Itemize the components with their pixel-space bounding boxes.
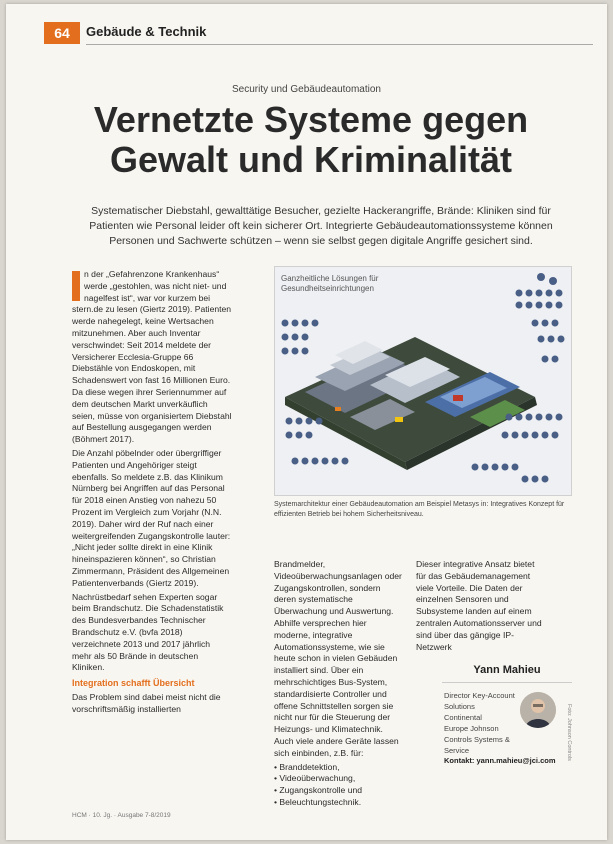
contact-email[interactable]: yann.mahieu@jci.com (476, 756, 556, 765)
text-column-3 (416, 559, 546, 655)
author-role: Continental (444, 713, 482, 722)
figure-title-line-1: Ganzheitliche Lösungen für (281, 274, 379, 283)
paragraph: Die Anzahl pöbelnder oder übergriffiger Patienten und Angehöriger steigt ebenfalls. So meldete z.B. das Klinikum Nürnberg bei Angriffen auf das Personal für 2018 einen Anstieg von nahezu 50 Prozent im Vergleich zum Vorjahr (N.N. 2019). Daher wird der Ruf nach einer weitergreifenden Zugangskontrolle lauter: „Nicht jeder sollte direkt in eine Klinik hineinspazieren können“, so Christian Zimmermann, Präsident des Allgemeinen Patientenverbands (Giertz 2019). (72, 447, 231, 588)
article-title (46, 100, 576, 180)
bullet-item: • Branddetektion, (274, 762, 402, 774)
author-name: Yann Mahieu (473, 664, 541, 676)
page-footer: HCM · 10. Jg. · Ausgabe 7-8/2019 (72, 812, 171, 819)
bullet-item: • Videoüberwachung, (274, 773, 402, 785)
bullet-item: • Zugangskontrolle und (274, 785, 402, 797)
contact-label: Kontakt: (444, 756, 475, 765)
section-title: Gebäude & Technik (86, 24, 207, 39)
article-lead: Systematischer Diebstahl, gewalttätige Besucher, gezielte Hackerangriffe, Brände: Kliniken sind für Patienten wie Personal leider oft kein sicherer Ort. Integrierte Gebäudeautomationssysteme können Personen und Sachwerte schützen – wenn sie selbst gegen digitale Angriffe gesichert sind. (89, 205, 553, 247)
paragraph: Dieser integrative Ansatz bietet für das Gebäudemanagement viele Vorteile. Die Daten der einzelnen Sensoren und Subsysteme landen auf einem zentralen Automationsserver und sind über das gängige IP-Netzwerk (416, 559, 542, 652)
paragraph (72, 269, 232, 446)
page-number: 64 (44, 22, 80, 44)
text-column-2 (274, 559, 402, 809)
subheading: Integration schafft Übersicht (72, 678, 195, 689)
isometric-building-illustration (275, 267, 571, 495)
dropcap-bar (72, 271, 80, 301)
page-header (6, 20, 607, 46)
author-divider (442, 682, 572, 683)
author-role: Director Key-Account Solutions (444, 691, 515, 711)
figure-caption: Systemarchitektur einer Gebäudeautomation am Beispiel Metasys in: Integratives Konzept für effizienten Betrieb bei hohem Sicherheitsniveau. (274, 501, 565, 518)
bullet-list (274, 762, 402, 809)
title-line-1: Vernetzte Systeme gegen (93, 99, 529, 140)
author-contact (444, 756, 584, 765)
author-role: Europe Johnson (444, 724, 499, 733)
paragraph: Nachrüstbedarf sehen Experten sogar beim Brandschutz. Die Schadenstatistik des Bundesverbandes Technischer Brandschutz e.V. (bvfa 2018) verzeichnete 2013 und 2017 jährlich mehr als 50 Brände in deutschen Kliniken. (72, 591, 224, 673)
article-kicker: Security und Gebäudeautomation (232, 84, 381, 95)
author-photo (520, 692, 556, 728)
paragraph-text: n der „Gefahrenzone Krankenhaus“ werde „gestohlen, was nicht niet- und nagelfest ist“, war vor kurzem bei stern.de zu lesen (Giertz 2019). Patienten werde nahegelegt, keine Wertsachen mitzunehmen. Aber auch Inventar verschwindet: Seit 2014 meldete der Versicherer Ecclesia-Gruppe 66 Diebstähle von Endoskopen, mit Schadenswert von fast 16 Millionen Euro. Da diese wegen ihrer Seriennummer auf dem deutschen Markt unverkäuflich seien, müsse von organisiertem Diebstahl auf Bestellung ausgegangen werden (Böhmert 2017). (72, 269, 232, 445)
magazine-page (6, 4, 607, 840)
photo-credit: Foto: Johnson Controls (566, 704, 572, 761)
paragraph: Das Problem sind dabei meist nicht die vorschriftsmäßig installierten (72, 691, 221, 714)
text-column-1 (72, 269, 232, 717)
figure-title-line-2: Gesundheitseinrichtungen (281, 284, 374, 293)
author-role: Controls Systems & Service (444, 735, 510, 755)
system-architecture-figure (274, 266, 572, 496)
paragraph: Brandmelder, Videoüberwachungsanlagen oder Zugangskontrollen, sondern deren systematische Überwachung und Auswertung. Abhilfe versprechen hier moderne, integrative Automationssysteme, wie sie heute schon in vielen Gebäuden installiert sind. Über ein mehrschichtiges Bus-System, standardisierte Controller und offene Schnittstellen sorgen sie nicht nur für die Steuerung der Heizungs- und Klimatechnik. Auch viele andere Geräte lassen sich einbinden, z.B. für: (274, 559, 402, 758)
author-info (444, 690, 526, 756)
bullet-item: • Beleuchtungstechnik. (274, 797, 402, 809)
title-line-2: Gewalt und Kriminalität (109, 139, 513, 180)
header-divider (86, 44, 593, 45)
